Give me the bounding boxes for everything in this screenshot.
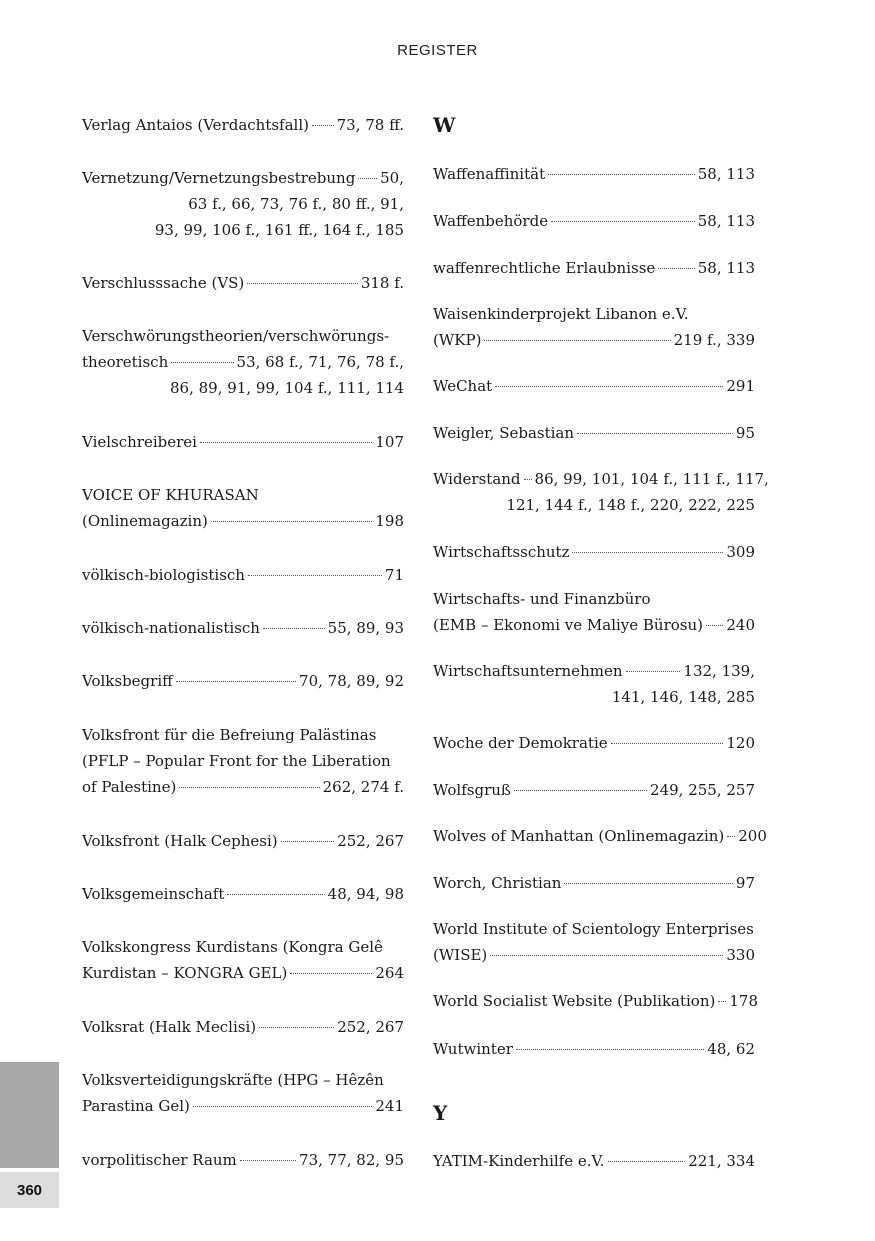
entry-pages: 70, 78, 89, 92	[299, 672, 404, 690]
index-entry	[82, 668, 404, 694]
dot-leader	[551, 221, 695, 222]
index-entry	[433, 658, 755, 710]
entry-pages: 291	[726, 377, 755, 395]
index-entry	[433, 988, 758, 1014]
entry-pages: 241	[375, 1097, 404, 1115]
entry-term: (PFLP – Popular Front for the Liberation	[82, 752, 391, 770]
section-letter-w: W	[433, 113, 456, 137]
entry-pages: 107	[375, 433, 404, 451]
entry-line	[82, 615, 404, 641]
entry-term: Worch, Christian	[433, 874, 562, 892]
entry-line	[82, 668, 404, 694]
index-entry	[82, 562, 404, 588]
dot-leader	[484, 340, 670, 341]
chapter-thumb-tab	[0, 1062, 59, 1168]
entry-term: Volksgemeinschaft	[82, 885, 225, 903]
entry-pages: 219 f., 339	[673, 331, 755, 349]
entry-pages-continued: 93, 99, 106 f., 161 ff., 164 f., 185	[154, 221, 404, 239]
dot-leader	[247, 283, 358, 284]
dot-leader	[263, 628, 325, 629]
entry-pages: 318 f.	[360, 274, 404, 292]
entry-line	[82, 1014, 404, 1040]
entry-pages: 198	[375, 512, 404, 530]
entry-term: Volksrat (Halk Meclisi)	[82, 1018, 257, 1036]
index-entry	[433, 777, 755, 803]
entry-line	[82, 429, 404, 455]
index-entry	[82, 615, 404, 641]
entry-line	[82, 270, 404, 296]
entry-term: Wolves of Manhattan (Onlinemagazin)	[433, 827, 725, 845]
entry-line	[433, 1036, 755, 1062]
dot-leader	[524, 479, 532, 480]
entry-pages: 73, 78 ff.	[336, 116, 404, 134]
entry-line	[433, 823, 767, 849]
entry-term: Waisenkinderprojekt Libanon e.V.	[433, 305, 689, 323]
entry-line	[433, 208, 755, 234]
entry-pages: 264	[375, 964, 404, 982]
index-entry	[82, 165, 404, 243]
entry-term: Verschwörungstheorien/verschwörungs-	[82, 327, 390, 345]
entry-pages: 252, 267	[337, 1018, 404, 1036]
entry-term: Kurdistan – KONGRA GEL)	[82, 964, 288, 982]
entry-pages-continued: 121, 144 f., 148 f., 220, 222, 225	[506, 496, 755, 514]
entry-line	[433, 942, 755, 968]
dot-leader	[248, 575, 382, 576]
entry-line	[82, 1093, 404, 1119]
entry-line	[433, 255, 755, 281]
dot-leader	[564, 883, 732, 884]
running-header: REGISTER	[397, 42, 478, 59]
dot-leader	[193, 1106, 372, 1107]
index-entry	[433, 870, 755, 896]
entry-pages: 58, 113	[697, 259, 755, 277]
entry-pages: 58, 113	[697, 165, 755, 183]
entry-term: völkisch-biologistisch	[82, 566, 245, 584]
dot-leader	[548, 174, 695, 175]
entry-pages: 178	[729, 992, 758, 1010]
entry-line	[82, 508, 404, 534]
entry-term: (Onlinemagazin)	[82, 512, 208, 530]
index-entry	[82, 323, 404, 401]
entry-pages: 97	[735, 874, 755, 892]
entry-pages: 50,	[380, 169, 404, 187]
entry-term: theoretisch	[82, 353, 169, 371]
entry-line	[82, 1147, 404, 1173]
entry-term: vorpolitischer Raum	[82, 1151, 237, 1169]
dot-leader	[495, 386, 723, 387]
entry-pages: 48, 94, 98	[327, 885, 404, 903]
entry-pages-continued: 141, 146, 148, 285	[611, 688, 755, 706]
section-letter-y: Y	[433, 1101, 448, 1125]
entry-term: Woche der Demokratie	[433, 734, 608, 752]
index-entry	[433, 916, 755, 968]
dot-leader	[281, 841, 335, 842]
entry-line	[433, 373, 755, 399]
entry-line	[433, 1148, 755, 1174]
entry-term: Wolfsgruß	[433, 781, 511, 799]
entry-term: Vielschreiberei	[82, 433, 197, 451]
entry-term: Volksbegriff	[82, 672, 173, 690]
entry-pages: 58, 113	[697, 212, 755, 230]
dot-leader	[179, 787, 319, 788]
entry-term: Verlag Antaios (Verdachtsfall)	[82, 116, 309, 134]
entry-line	[433, 612, 755, 638]
entry-term: Waffenaffinität	[433, 165, 546, 183]
entry-pages: 200	[738, 827, 767, 845]
dot-leader	[577, 433, 733, 434]
dot-leader	[490, 955, 723, 956]
dot-leader	[290, 973, 372, 974]
entry-pages: 86, 99, 101, 104 f., 111 f., 117,	[534, 470, 769, 488]
index-entry	[82, 881, 404, 907]
dot-leader	[227, 894, 324, 895]
dot-leader	[727, 836, 735, 837]
dot-leader	[514, 790, 647, 791]
index-entry	[433, 586, 755, 638]
entry-line	[82, 349, 404, 375]
index-entry	[433, 539, 755, 565]
entry-term: Wirtschaftsunternehmen	[433, 662, 623, 680]
entry-line	[82, 165, 404, 191]
entry-pages: 48, 62	[707, 1040, 755, 1058]
entry-pages: 330	[726, 946, 755, 964]
entry-term: World Socialist Website (Publikation)	[433, 992, 716, 1010]
dot-leader	[626, 671, 681, 672]
entry-pages: 73, 77, 82, 95	[299, 1151, 404, 1169]
entry-term: Volkskongress Kurdistans (Kongra Gelê	[82, 938, 383, 956]
dot-leader	[211, 521, 372, 522]
index-entry	[82, 722, 404, 800]
entry-pages-continued: 86, 89, 91, 99, 104 f., 111, 114	[169, 379, 404, 397]
index-entry	[82, 1014, 404, 1040]
entry-term: World Institute of Scientology Enterprises	[433, 920, 754, 938]
index-entry	[82, 270, 404, 296]
entry-pages: 252, 267	[337, 832, 404, 850]
entry-line	[433, 658, 755, 684]
index-entry	[82, 1147, 404, 1173]
index-entry	[82, 828, 404, 854]
entry-term: (WKP)	[433, 331, 482, 349]
entry-term: Widerstand	[433, 470, 521, 488]
dot-leader	[611, 743, 724, 744]
dot-leader	[706, 625, 723, 626]
index-entry	[433, 301, 755, 353]
dot-leader	[718, 1001, 726, 1002]
index-entry	[433, 373, 755, 399]
index-entry	[433, 823, 767, 849]
entry-line	[433, 730, 755, 756]
dot-leader	[608, 1161, 686, 1162]
entry-pages: 132, 139,	[683, 662, 755, 680]
index-entry	[433, 255, 755, 281]
entry-term: (WISE)	[433, 946, 488, 964]
entry-line	[433, 988, 758, 1014]
index-entry	[433, 466, 769, 518]
entry-pages: 120	[726, 734, 755, 752]
entry-term: Wirtschaftsschutz	[433, 543, 570, 561]
entry-pages: 249, 255, 257	[650, 781, 755, 799]
entry-term: (EMB – Ekonomi ve Maliye Bürosu)	[433, 616, 703, 634]
entry-line	[433, 420, 755, 446]
index-entry	[82, 112, 404, 138]
entry-line	[82, 774, 404, 800]
entry-term: Waffenbehörde	[433, 212, 549, 230]
entry-line	[82, 881, 404, 907]
entry-term: Volksfront für die Befreiung Palästinas	[82, 726, 377, 744]
entry-line	[433, 539, 755, 565]
index-entry	[433, 161, 755, 187]
dot-leader	[200, 442, 372, 443]
dot-leader	[572, 552, 723, 553]
entry-pages: 262, 274 f.	[322, 778, 404, 796]
dot-leader	[176, 681, 296, 682]
index-entry	[433, 1036, 755, 1062]
entry-term: Volksverteidigungskräfte (HPG – Hêzên	[82, 1071, 384, 1089]
dot-leader	[516, 1049, 704, 1050]
entry-line	[433, 161, 755, 187]
index-entry	[433, 1148, 755, 1174]
entry-pages: 53, 68 f., 71, 76, 78 f.,	[236, 353, 404, 371]
entry-term: Vernetzung/Vernetzungsbestrebung	[82, 169, 356, 187]
entry-term: WeChat	[433, 377, 493, 395]
entry-line	[82, 960, 404, 986]
entry-line	[82, 112, 404, 138]
dot-leader	[171, 362, 233, 363]
entry-line	[433, 870, 755, 896]
dot-leader	[658, 268, 694, 269]
page-number: 360	[0, 1172, 59, 1208]
entry-pages: 221, 334	[688, 1152, 755, 1170]
entry-pages: 240	[726, 616, 755, 634]
entry-term: YATIM-Kinderhilfe e.V.	[433, 1152, 605, 1170]
dot-leader	[259, 1027, 334, 1028]
entry-term: Weigler, Sebastian	[433, 424, 575, 442]
dot-leader	[358, 178, 377, 179]
entry-term: Parastina Gel)	[82, 1097, 190, 1115]
entry-pages-continued: 63 f., 66, 73, 76 f., 80 ff., 91,	[188, 195, 404, 213]
entry-pages: 95	[735, 424, 755, 442]
entry-line	[433, 466, 769, 492]
entry-term: völkisch-nationalistisch	[82, 619, 260, 637]
index-entry	[82, 1067, 404, 1119]
entry-term: Verschlusssache (VS)	[82, 274, 245, 292]
index-entry	[82, 482, 404, 534]
entry-line	[433, 327, 755, 353]
entry-pages: 71	[384, 566, 404, 584]
entry-term: waffenrechtliche Erlaubnisse	[433, 259, 656, 277]
entry-pages: 309	[726, 543, 755, 561]
entry-line	[82, 828, 404, 854]
index-entry	[433, 420, 755, 446]
entry-line	[433, 777, 755, 803]
entry-term: Wutwinter	[433, 1040, 513, 1058]
entry-term: Wirtschafts- und Finanzbüro	[433, 590, 651, 608]
index-entry	[82, 429, 404, 455]
entry-term: Volksfront (Halk Cephesi)	[82, 832, 278, 850]
index-entry	[433, 208, 755, 234]
entry-term: VOICE OF KHURASAN	[82, 486, 259, 504]
dot-leader	[240, 1160, 296, 1161]
entry-pages: 55, 89, 93	[327, 619, 404, 637]
index-entry	[433, 730, 755, 756]
index-entry	[82, 934, 404, 986]
entry-term: of Palestine)	[82, 778, 177, 796]
entry-line	[82, 562, 404, 588]
dot-leader	[312, 125, 334, 126]
